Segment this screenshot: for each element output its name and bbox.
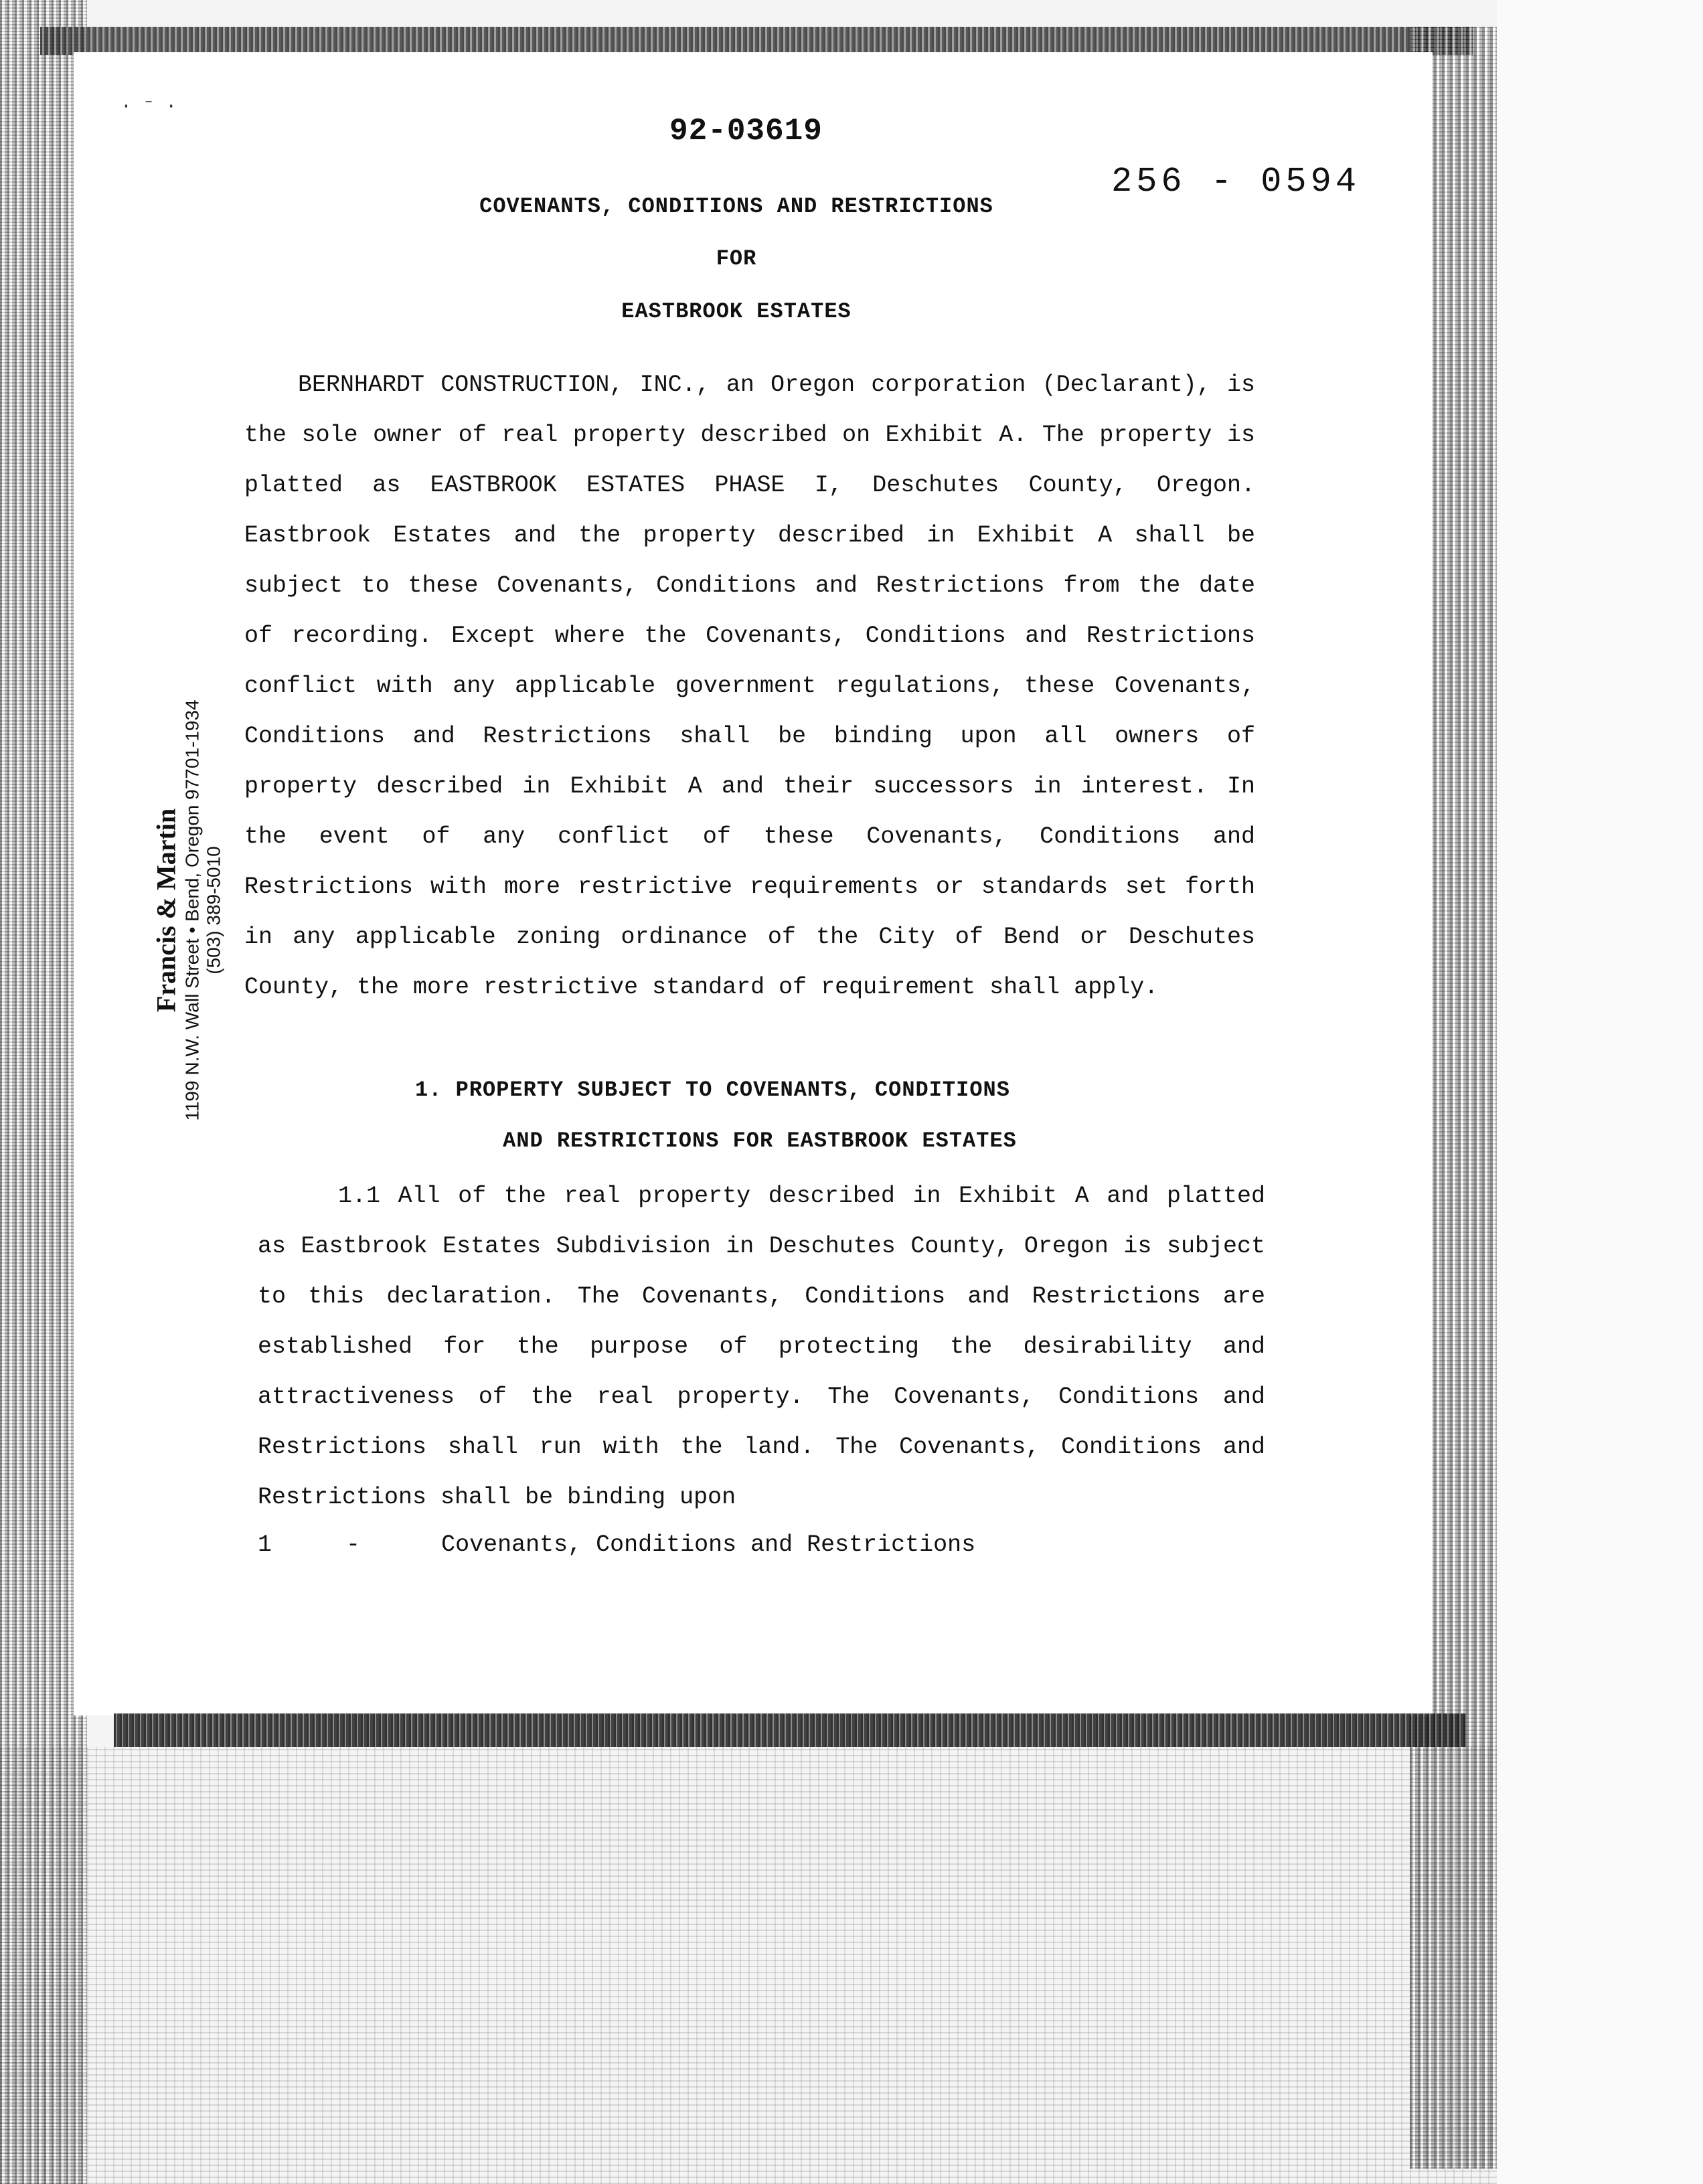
footer-dash: - xyxy=(346,1531,361,1558)
intro-paragraph: BERNHARDT CONSTRUCTION, INC., an Oregon corporation (Declarant), is the sole owner of real property described on Exhibit A. The property is platted as EASTBROOK ESTATES PHASE I, Deschutes County, Oregon. Eastbrook Estates and the property described in Exhibit A shall be subject to these Covenants, Conditions and Restrictions from the date of recording. Except where the Covenants, Conditions and Restrictions conflict with any applicable government regulations, these Covenants, Conditions and Restrictions shall be binding upon all owners of property described in Exhibit A and their successors in interest. In the event of any conflict of these Covenants, Conditions and Restrictions with more restrictive requirements or standards set forth in any applicable zoning ordinance of the City of Bend or Deschutes County, the more restrictive standard of requirement shall apply. xyxy=(244,371,1255,1001)
stamp-address: 1199 N.W. Wall Street • Bend, Oregon 97701-1934 xyxy=(181,699,203,1121)
scan-specks: · ⁻ · xyxy=(120,96,177,117)
section-heading-1: 1. PROPERTY SUBJECT TO COVENANTS, CONDITIONS xyxy=(415,1078,1010,1102)
scan-noise-bottom xyxy=(0,1747,1703,2184)
document-title-subdivision: EASTBROOK ESTATES xyxy=(621,299,852,324)
book-page-number: 256 - 0594 xyxy=(1111,162,1361,201)
footer-title: Covenants, Conditions and Restrictions xyxy=(441,1531,976,1558)
document-title-for: FOR xyxy=(716,246,757,271)
scan-noise-top xyxy=(40,27,1473,55)
page-footer xyxy=(258,1531,975,1558)
scan-noise-bottom-band xyxy=(114,1713,1466,1747)
section-1-1-paragraph: 1.1 All of the real property described in Exhibit A and platted as Eastbrook Estates Subdivision in Deschutes County, Oregon is subject to this declaration. The Covenants, Conditions and Restrictions are established for the purpose of protecting the desirability and attractiveness of the real property. The Covenants, Conditions and Restrictions shall run with the land. The Covenants, Conditions and Restrictions shall be binding upon xyxy=(258,1183,1265,1511)
document-number: 92-03619 xyxy=(669,114,823,149)
document-title: COVENANTS, CONDITIONS AND RESTRICTIONS xyxy=(479,194,993,219)
stamp-firm-name: Francis & Martin xyxy=(151,808,181,1013)
stamp-phone: (503) 389-5010 xyxy=(203,846,224,975)
footer-page-number: 1 xyxy=(258,1531,272,1558)
law-firm-stamp xyxy=(141,669,234,1151)
section-heading-1-cont: AND RESTRICTIONS FOR EASTBROOK ESTATES xyxy=(503,1128,1017,1153)
scan-margin-right xyxy=(1497,0,1703,2184)
